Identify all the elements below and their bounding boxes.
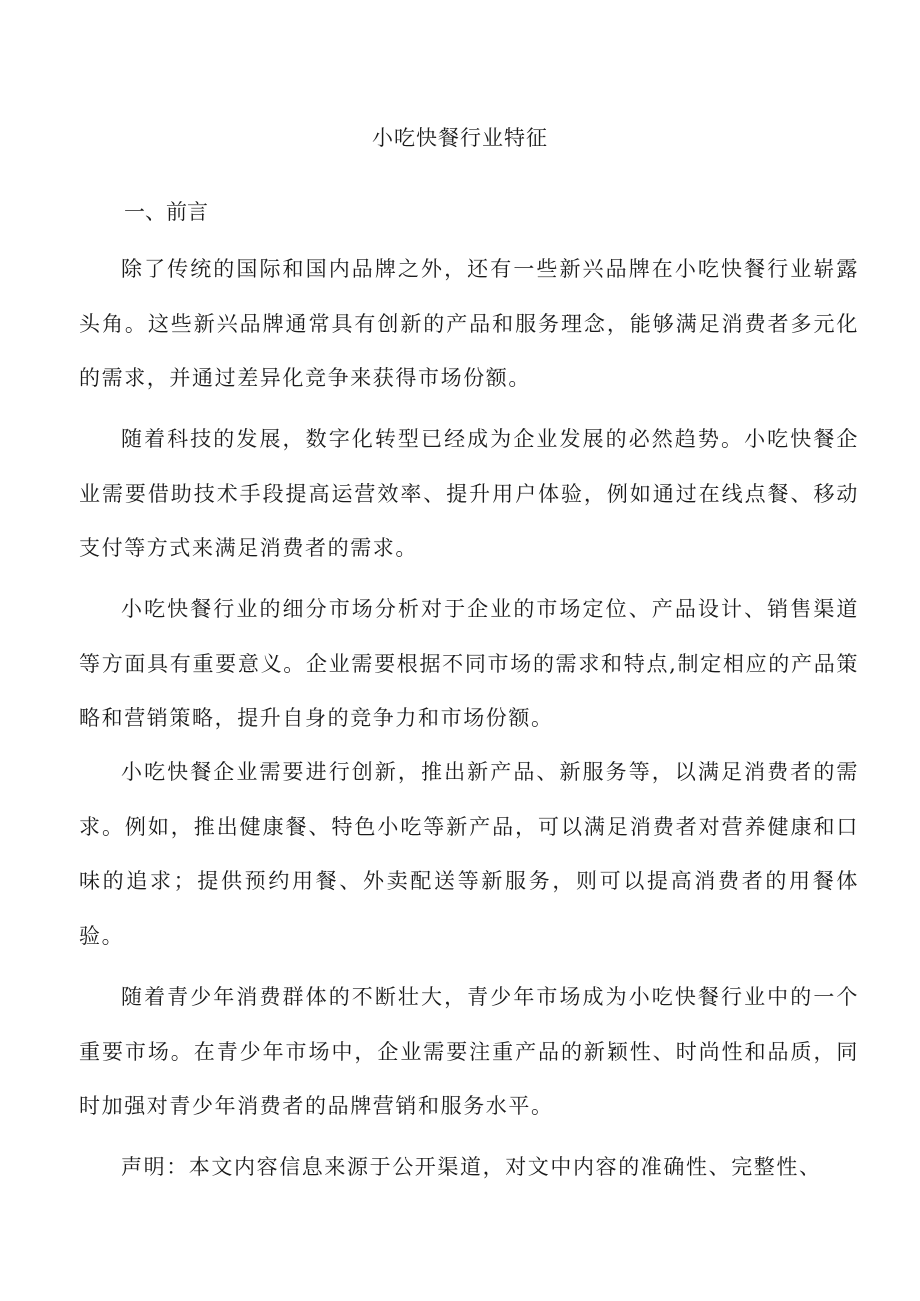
paragraph: 小吃快餐行业的细分市场分析对于企业的市场定位、产品设计、销售渠道等方面具有重要意义。企业需要根据不同市场的需求和特点,制定相应的产品策略和营销策略，提升自身的竞争力和市场份额。 bbox=[79, 597, 859, 730]
document-title: 小吃快餐行业特征 bbox=[372, 126, 548, 150]
paragraph: 随着科技的发展，数字化转型已经成为企业发展的必然趋势。小吃快餐企业需要借助技术手段提高运营效率、提升用户体验，例如通过在线点餐、移动支付等方式来满足消费者的需求。 bbox=[79, 427, 859, 560]
paragraph: 随着青少年消费群体的不断壮大，青少年市场成为小吃快餐行业中的一个重要市场。在青少年市场中，企业需要注重产品的新颖性、时尚性和品质，同时加强对青少年消费者的品牌营销和服务水平。 bbox=[79, 985, 859, 1118]
disclaimer-paragraph: 声明：本文内容信息来源于公开渠道，对文中内容的准确性、完整性、 bbox=[121, 1155, 822, 1179]
paragraph: 除了传统的国际和国内品牌之外，还有一些新兴品牌在小吃快餐行业崭露头角。这些新兴品牌通常具有创新的产品和服务理念，能够满足消费者多元化的需求，并通过差异化竞争来获得市场份额。 bbox=[79, 257, 859, 390]
section-heading: 一、前言 bbox=[124, 200, 208, 224]
paragraph: 小吃快餐企业需要进行创新，推出新产品、新服务等，以满足消费者的需求。例如，推出健康餐、特色小吃等新产品，可以满足消费者对营养健康和口味的追求；提供预约用餐、外卖配送等新服务，则可以提高消费者的用餐体验。 bbox=[79, 760, 859, 948]
